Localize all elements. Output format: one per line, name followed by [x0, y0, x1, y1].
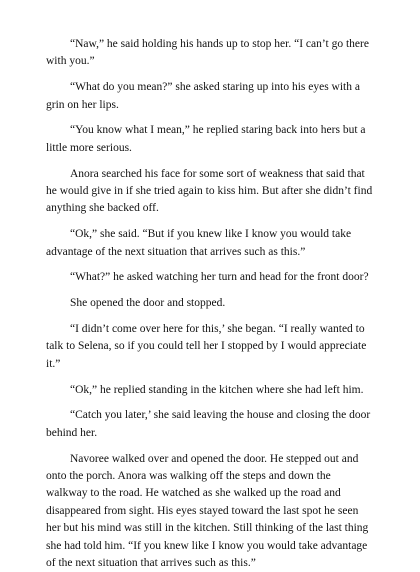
paragraph: “You know what I mean,” he replied staring back into hers but a little more serious.	[46, 124, 366, 154]
paragraph: “Ok,” she said. “But if you knew like I know you would take advantage of the next situation that arrives such as this.”	[46, 228, 352, 258]
paragraph: “Ok,” he replied standing in the kitchen where she had left him.	[70, 383, 364, 396]
paragraph: Anora searched his face for some sort of weakness that said that he would give in if she tried again to kiss him. But after she didn’t find anything she backed off.	[46, 167, 373, 215]
paragraph: “I didn’t come over here for this,’ she began. “I really wanted to talk to Selena, so if you could tell her I stopped by I would appreciate it.”	[46, 323, 367, 370]
paragraph: She opened the door and stopped.	[70, 297, 226, 310]
paragraph: “Naw,” he said holding his hands up to stop her. “I can’t go there with you.”	[46, 38, 369, 68]
paragraph: “What?” he asked watching her turn and head for the front door?	[70, 271, 369, 284]
paragraph: Navoree walked over and opened the door. He stepped out and onto the porch. Anora was walking off the steps and down the walkway to the road. He watched as she walked up the road and disappeared from sight. His eyes stayed toward the last spot he seen her but his mind was still in the kitchen. Still thinking of the last thing she had told him. “If you knew like I know you would take advantage of the next situation that arrives such as this.”	[46, 452, 369, 570]
paragraph: “What do you mean?” she asked staring up into his eyes with a grin on her lips.	[46, 81, 360, 111]
paragraph: “Catch you later,’ she said leaving the house and closing the door behind her.	[46, 409, 371, 439]
